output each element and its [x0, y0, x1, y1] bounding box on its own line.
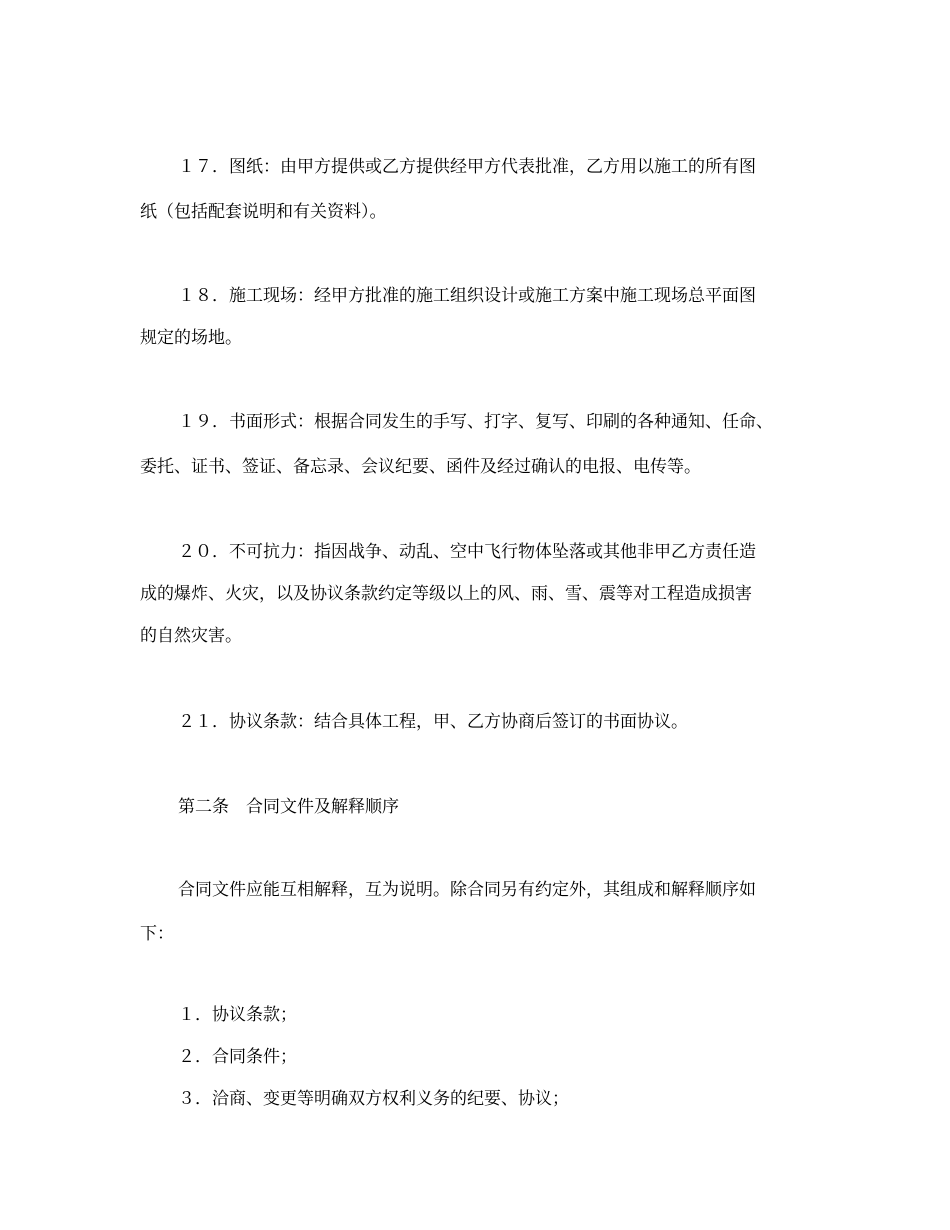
clause-18-line-1: １８．施工现场：经甲方批准的施工组织设计或施工方案中施工现场总平面图	[178, 286, 756, 306]
clause-20-line-3: 的自然灾害。	[140, 626, 242, 646]
intro-line-2: 下：	[140, 924, 174, 944]
clause-21-line-1: ２１．协议条款：结合具体工程，甲、乙方协商后签订的书面协议。	[178, 712, 688, 732]
list-item-2: ２．合同条件；	[178, 1047, 297, 1067]
clause-17-line-2: 纸（包括配套说明和有关资料）。	[140, 202, 387, 222]
clause-19-line-1: １９．书面形式：根据合同发生的手写、打字、复写、印刷的各种通知、任命、	[178, 412, 773, 432]
intro-line-1: 合同文件应能互相解释，互为说明。除合同另有约定外，其组成和解释顺序如	[178, 880, 756, 900]
clause-20-line-1: ２０．不可抗力：指因战争、动乱、空中飞行物体坠落或其他非甲乙方责任造	[178, 542, 756, 562]
article-2-heading: 第二条 合同文件及解释顺序	[178, 797, 399, 817]
list-item-3: ３．洽商、变更等明确双方权利义务的纪要、协议；	[178, 1089, 569, 1109]
clause-18-line-2: 规定的场地。	[140, 328, 242, 348]
clause-17-line-1: １７．图纸：由甲方提供或乙方提供经甲方代表批准，乙方用以施工的所有图	[178, 157, 756, 177]
clause-19-line-2: 委托、证书、签证、备忘录、会议纪要、函件及经过确认的电报、电传等。	[140, 457, 701, 477]
clause-20-line-2: 成的爆炸、火灾，以及协议条款约定等级以上的风、雨、雪、震等对工程造成损害	[140, 584, 752, 604]
list-item-1: １．协议条款；	[178, 1005, 297, 1025]
